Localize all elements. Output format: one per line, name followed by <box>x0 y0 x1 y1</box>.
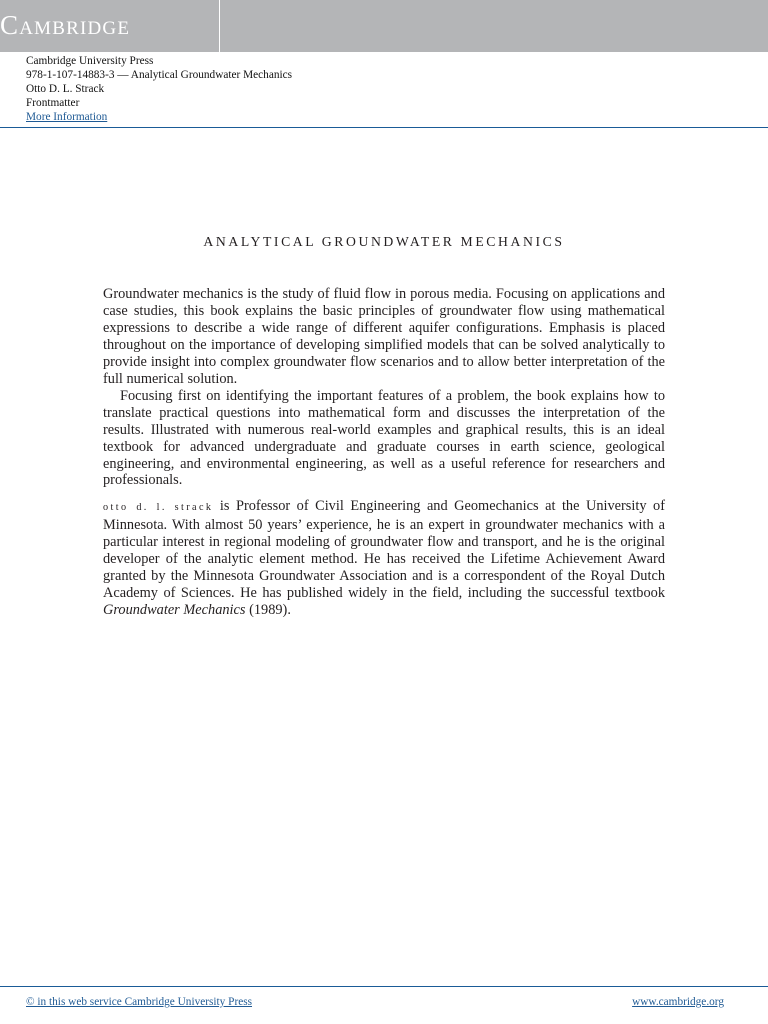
bio-text: is Professor of Civil Engineering and Geomechanics at the University of Minnesota. With almost 50 years’ experience, he is an expert in groundwater mechanics with a particular interest in regional modeling of groundwater flow and transport, and he is the original developer of the analytic element method. He has received the Lifetime Achievement Award granted by the Minnesota Groundwater Association and is a correspondent of the Royal Dutch Academy of Sciences. He has published widely in the field, including the successful textbook <box>103 498 665 602</box>
book-title: ANALYTICAL GROUNDWATER MECHANICS <box>203 234 565 249</box>
cambridge-logo[interactable] <box>0 0 220 52</box>
cambridge-banner <box>0 0 768 52</box>
cambridge-wordmark: Cambridge <box>0 10 131 40</box>
bio-book-title: Groundwater Mechanics <box>103 602 246 619</box>
book-metadata <box>26 54 292 124</box>
footer-right <box>632 995 724 1009</box>
section-line: Frontmatter <box>26 97 80 109</box>
book-description <box>103 286 665 619</box>
publisher-line: Cambridge University Press <box>26 55 154 67</box>
header-divider <box>0 127 768 128</box>
author-line: Otto D. L. Strack <box>26 83 105 95</box>
author-bio <box>103 498 665 619</box>
footer-left <box>26 995 252 1009</box>
footer-divider <box>0 986 768 987</box>
bio-end: (1989). <box>245 602 291 619</box>
website-link[interactable]: www.cambridge.org <box>632 996 724 1008</box>
copyright-link[interactable]: © in this web service Cambridge University Press <box>26 996 253 1008</box>
description-paragraph-2: Focusing first on identifying the important features of a problem, the book explains how to translate practical questions into mathematical form and discusses the interpretation of the results. Illustrated with numerous real-world examples and graphical results, this is an ideal textbook for advanced undergraduate and graduate courses in earth science, geological engineering, and environmental engineering, as well as a useful reference for researchers and professionals. <box>103 387 665 489</box>
isbn-title-line: 978-1-107-14883-3 — Analytical Groundwater Mechanics <box>26 69 293 81</box>
description-paragraph-1: Groundwater mechanics is the study of fluid flow in porous media. Focusing on applications and case studies, this book explains the basic principles of groundwater flow using mathematical expressions to describe a wide range of different aquifer configurations. Emphasis is placed throughout on the importance of developing simplified models that can be solved analytically to provide insight into complex groundwater flow scenarios and to allow better interpretation of the full numerical solution. <box>103 286 665 387</box>
more-information-link[interactable]: More Information <box>26 111 108 123</box>
bio-author-name: otto d. l. strack <box>103 502 214 514</box>
